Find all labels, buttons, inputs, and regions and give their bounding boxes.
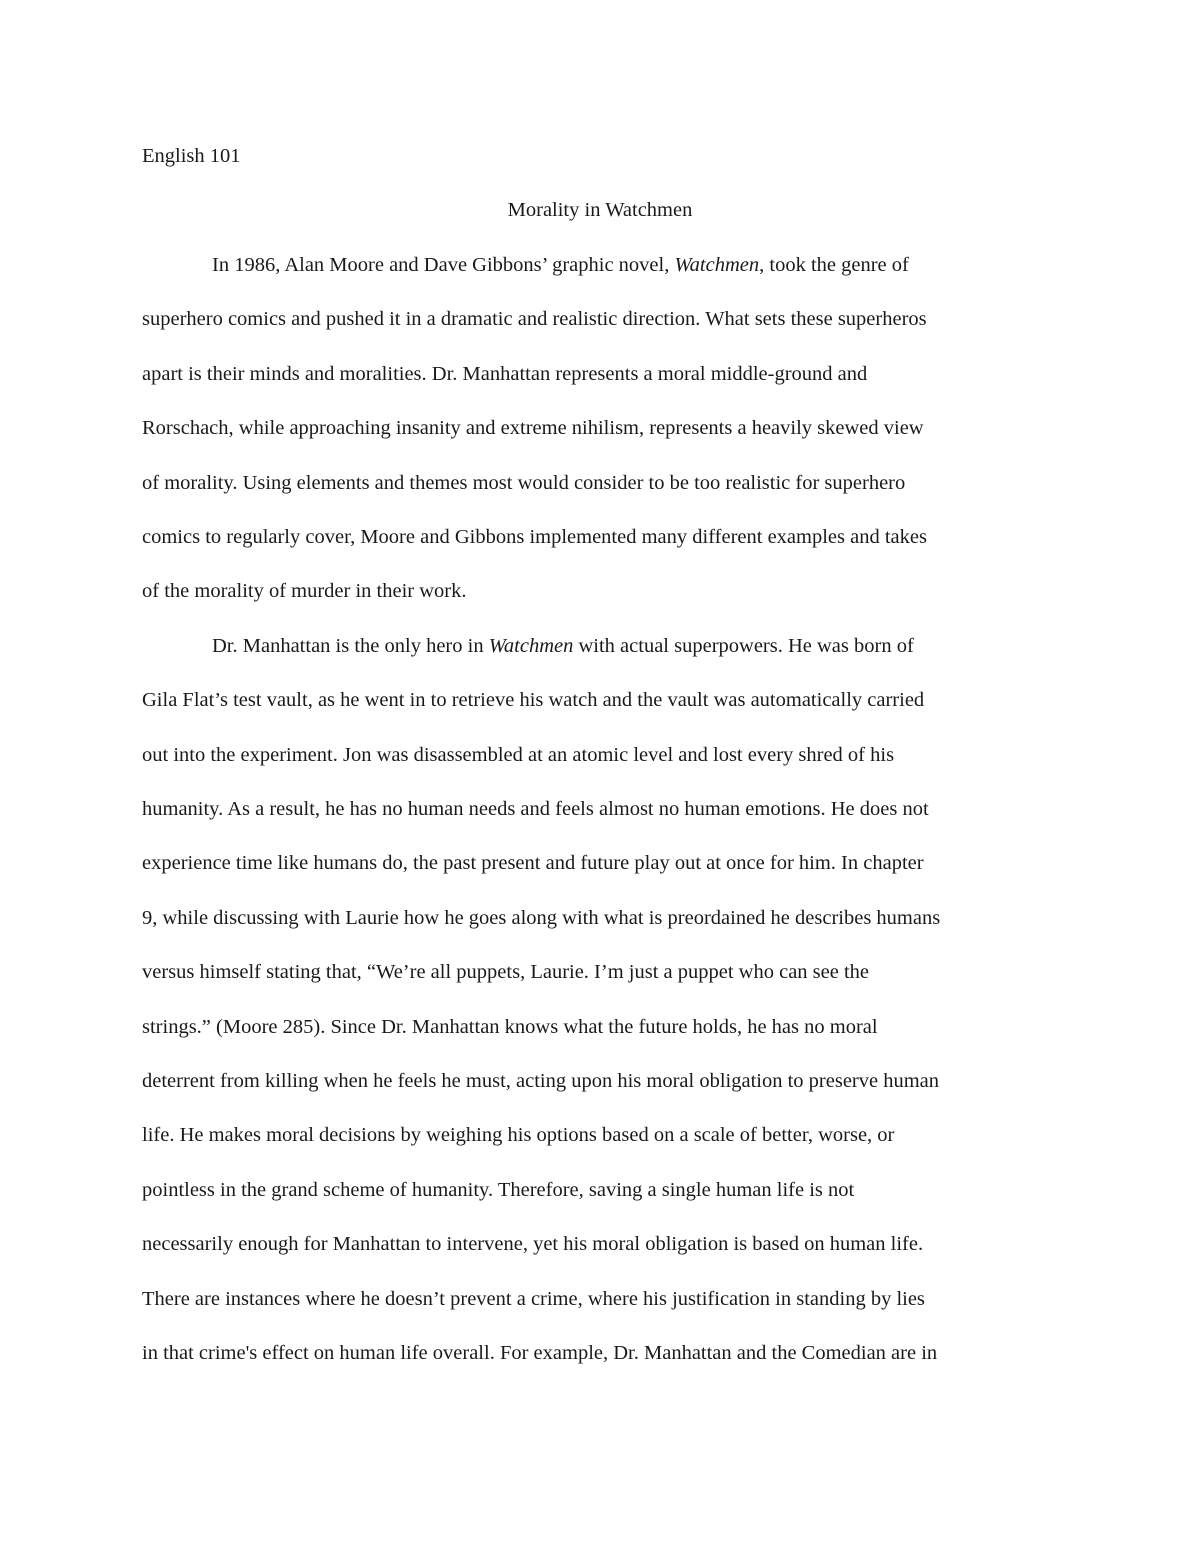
text-run: pointless in the grand scheme of humanity. Therefore, saving a single human life is not [142,1178,855,1201]
text-line [212,255,909,276]
text-run: There are instances where he doesn’t prevent a crime, where his justification in standing by lies [142,1287,925,1310]
text-line [142,527,927,548]
text-line [142,1071,939,1092]
text-line [212,636,914,657]
text-run: in that crime's effect on human life overall. For example, Dr. Manhattan and the Comedian are in [142,1342,938,1364]
text-line [142,690,924,711]
text-line [142,364,867,385]
text-line [142,745,894,766]
text-line [142,908,940,929]
text-run: In 1986, Alan Moore and Dave Gibbons’ graphic novel, [212,254,675,276]
text-run: of morality. Using elements and themes most would consider to be too realistic for superhero [142,471,906,494]
text-run: with actual superpowers. He was born of [573,634,914,657]
italic-title: Watchmen [674,254,760,276]
text-line [142,1180,854,1201]
course-header: English 101 [142,145,241,167]
text-run: comics to regularly cover, Moore and Gibbons implemented many different examples and takes [142,526,927,548]
text-line [142,473,905,494]
text-line [142,853,924,874]
text-line [142,962,869,983]
page-title: Morality in Watchmen [507,199,693,221]
text-line [142,1017,878,1038]
text-line [142,1125,894,1146]
text-run: life. He makes moral decisions by weighing his options based on a scale of better, worse, or [142,1124,895,1147]
text-line [142,1343,937,1364]
text-line [142,418,924,439]
text-line [142,1289,925,1310]
text-line [142,799,929,820]
text-run: necessarily enough for Manhattan to intervene, yet his moral obligation is based on human life. [142,1233,924,1256]
text-run: Dr. Manhattan is the only hero in [212,634,489,657]
text-line [142,309,927,330]
text-run: strings.” (Moore 285). Since Dr. Manhattan knows what the future holds, he has no moral [142,1015,878,1038]
text-run: experience time like humans do, the past present and future play out at once for him. In chapter [142,852,924,875]
text-run: Gila Flat’s test vault, as he went in to retrieve his watch and the vault was automatically carried [142,689,925,712]
text-run: , took the genre of [759,254,909,276]
text-line [142,581,467,602]
text-run: apart is their minds and moralities. Dr. Manhattan represents a moral middle-ground and [142,362,868,385]
text-run: superhero comics and pushed it in a dramatic and realistic direction. What sets these superheros [142,308,927,331]
text-run: Rorschach, while approaching insanity and extreme nihilism, represents a heavily skewed view [142,417,924,440]
text-line [142,1234,923,1255]
text-run: versus himself stating that, “We’re all puppets, Laurie. I’m just a puppet who can see the [142,961,870,984]
text-run: of the morality of murder in their work. [142,580,467,603]
text-run: 9, while discussing with Laurie how he goes along with what is preordained he describes humans [142,906,941,929]
text-run: deterrent from killing when he feels he must, acting upon his moral obligation to preserve human [142,1070,940,1092]
italic-title: Watchmen [488,634,574,657]
text-run: out into the experiment. Jon was disassembled at an atomic level and lost every shred of his [142,743,895,766]
text-run: humanity. As a result, he has no human needs and feels almost no human emotions. He does not [142,798,929,820]
